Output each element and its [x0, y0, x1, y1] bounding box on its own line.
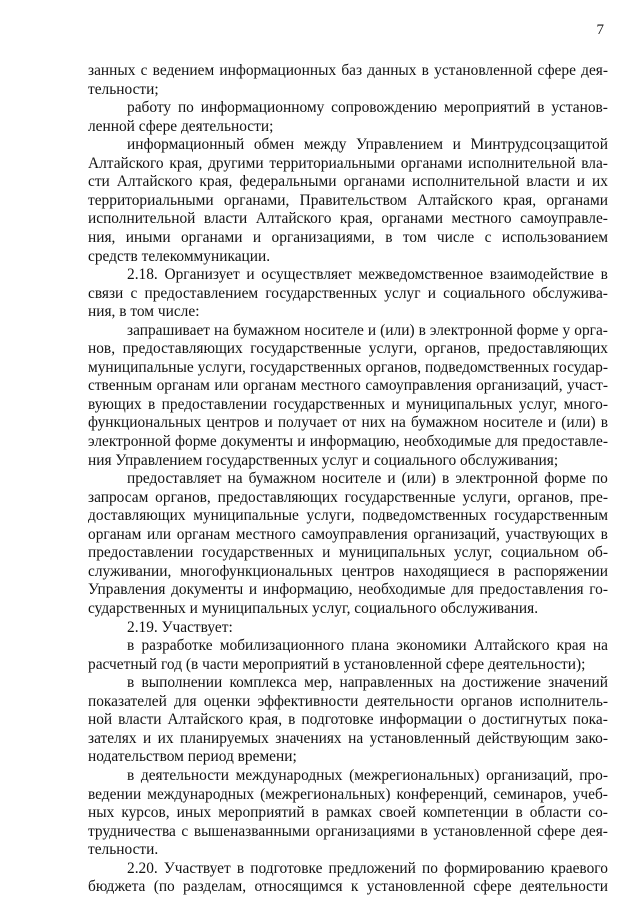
text-line: ния Управлением государственных услуг и социального обслуживания;	[88, 451, 559, 469]
text-line: электронной форме документы и информацию, необходимые для предоставле-	[88, 433, 608, 450]
text-line: ведении международных (межрегиональных) конференций, семинаров, учеб-	[88, 785, 608, 803]
text-line: территориальными органами, Правительством Алтайского края, органами	[88, 191, 608, 209]
text-line: занных с ведением информационных баз данных в установленной сфере дея-	[88, 62, 608, 79]
text-line: 2.20. Участвует в подготовке предложений по формированию краевого	[127, 859, 608, 877]
text-line: Управления документы и информацию, необходимые для предоставления го-	[88, 581, 608, 599]
text-line: вующих в предоставлении государственных и муниципальных услуг, много-	[88, 395, 608, 413]
text-line: ленной сфере деятельности;	[88, 117, 274, 135]
text-line: муниципальные услуги, государственных органов, подведомственных государ-	[88, 358, 608, 376]
text-line: ных курсов, иных мероприятий в рамках своей компетенции в области со-	[88, 804, 608, 821]
text-line: расчетный год (в части мероприятий в установленной сфере деятельности);	[88, 655, 586, 673]
text-line: нов, предоставляющих государственные услуги, органов, предоставляющих	[88, 340, 608, 358]
text-line: тельности.	[88, 841, 159, 859]
text-line: ния, иными органами и организациями, в том числе с использованием	[88, 229, 608, 246]
text-line: функциональных центров и получает от них на бумажном носителе и (или) в	[88, 414, 608, 432]
text-line: 2.19. Участвует:	[127, 618, 233, 636]
text-line: зателях и их планируемых значениях на установленный действующим зако-	[88, 729, 608, 747]
text-line: в выполнении комплекса мер, направленных на достижение значений	[127, 674, 608, 692]
text-line: служивании, многофункциональных центров находящиеся в распоряжении	[88, 562, 608, 580]
text-line: органам или органам местного самоуправления организаций, участвующих в	[88, 525, 608, 543]
text-line: средств телекоммуникации.	[88, 247, 271, 265]
text-line: ственным органам или органам местного самоуправления организаций, участ-	[88, 377, 608, 395]
text-line: нодательством период времени;	[88, 748, 297, 766]
text-line: Алтайского края, другими территориальными органами исполнительной вла-	[88, 154, 608, 172]
text-line: бюджета (по разделам, относящимся к установленной сфере деятельности	[88, 878, 608, 896]
text-line: тельности;	[88, 80, 159, 98]
text-line: в разработке мобилизационного плана экономики Алтайского края на	[127, 637, 608, 655]
text-line: сударственных и муниципальных услуг, социального обслуживания.	[88, 600, 539, 617]
text-line: трудничества с вышеназванными организациями в установленной сфере дея-	[88, 822, 608, 840]
text-line: исполнительной власти Алтайского края, органами местного самоуправле-	[88, 210, 608, 228]
text-line: 2.18. Организует и осуществляет межведомственное взаимодействие в	[127, 266, 608, 284]
text-line: ния, в том числе:	[88, 303, 200, 321]
text-line: в деятельности международных (межрегиональных) организаций, про-	[127, 766, 608, 784]
text-line: связи с предоставлением государственных услуг и социального обслужива-	[88, 284, 608, 302]
text-line: работу по информационному сопровождению мероприятий в установ-	[127, 99, 608, 117]
text-line: показателей для оценки эффективности деятельности органов исполнитель-	[88, 692, 608, 710]
text-line: предоставлении государственных и муниципальных услуг, социальном об-	[88, 544, 608, 562]
text-line: ной власти Алтайского края, в подготовке информации о достигнутых пока-	[88, 711, 608, 729]
page-number: 7	[596, 22, 604, 38]
text-line: информационный обмен между Управлением и Минтрудсоцзащитой	[127, 136, 608, 154]
text-line: сти Алтайского края, федеральными органами исполнительной власти и их	[88, 173, 608, 191]
text-line: запросам органов, предоставляющих государственные услуги, органов, пре-	[88, 488, 608, 506]
text-line: предоставляет на бумажном носителе и (или) в электронной форме по	[127, 470, 608, 488]
text-line: доставляющих муниципальные услуги, подведомственных государственным	[88, 507, 608, 525]
text-line: запрашивает на бумажном носителе и (или) в электронной форме у орга-	[127, 321, 608, 339]
